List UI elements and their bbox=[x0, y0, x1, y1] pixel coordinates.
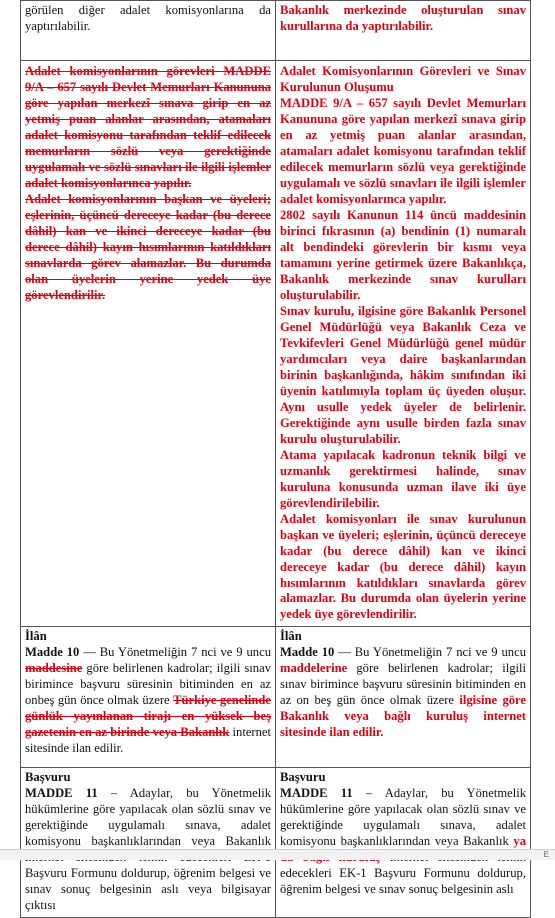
changed-text: maddelerine bbox=[280, 661, 348, 676]
changed-text: ya bbox=[513, 834, 526, 849]
deleted-text: Türkiye genelinde günlük yayınlanan tirajı en yüksek beş gazetenin en az birinde veya Bakanlık bbox=[25, 693, 271, 740]
article-paragraph bbox=[25, 645, 271, 757]
page-footer-bar bbox=[0, 849, 555, 860]
table-row bbox=[21, 768, 531, 918]
text-span: göre belirlenen kadrolar; ilgili sınav birimince başvuru süresinin bitiminden en az onbeş gün önce olmak üzere bbox=[25, 661, 271, 708]
deleted-paragraph: Adalet komisyonlarının görevleri MADDE 9/A – 657 sayılı Devlet Memurları Kanununa göre yapılan merkezî sınava girip en az yetmiş puan alanlar arasından, atamaları adalet komisyonu tarafından teklif edilecek memurların sözlü veya gerektiğinde uygulamalı ve sözlü sınavları ile ilgili işlemler adalet komisyonlarınca yapılır. bbox=[25, 64, 271, 190]
old-text-cell bbox=[21, 768, 276, 918]
new-text-cell bbox=[276, 627, 531, 768]
text-span: — Bu Yönetmeliğin 7 nci ve 9 uncu bbox=[79, 645, 271, 660]
new-paragraph: Bakanlık merkezinde oluşturulan sınav kurullarına da yaptırılabilir. bbox=[280, 3, 526, 33]
text-span: edecekleri EK-1 Başvuru Formunu doldurup, öğrenim belgesi ve sınav sonuç belgesinin aslı bbox=[280, 866, 526, 897]
new-paragraph: 2802 sayılı Kanunun 114 üncü maddesinin birinci fıkrasının (a) bendinin (1) numaralı alt bendindeki görevlerin bir kısmı veya tamamını yerine getirmek üzere Bakanlıkça, Bakanlık merkezinde sınav kurulları oluşturulabilir. bbox=[280, 207, 526, 302]
text-span: göre belirlenen kadrolar; ilgili sınav birimince başvuru süresinin bitiminden en az on beş gün önce olmak üzere bbox=[280, 661, 526, 708]
comparison-table bbox=[20, 0, 531, 918]
new-paragraph: Sınav kurulu, ilgisine göre Bakanlık Personel Genel Müdürlüğü veya Bakanlık Ceza ve Tevkifevleri Genel Müdürlüğü genel müdür yardımcıları veya daire başkanlarından birinin başkanlığında, hâkim sınıfından iki üyenin katılımıyla toplam üç üyeden oluşur. Aynı usulle yedek üyeler de belirlenir. Gerektiğinde aynı usulle birden fazla sınav kurulu oluşturulabilir. bbox=[280, 303, 526, 446]
old-text-cell bbox=[21, 627, 276, 768]
new-text-cell bbox=[276, 1, 531, 61]
article-number: Madde 10 bbox=[280, 645, 335, 660]
table-row bbox=[21, 1, 531, 61]
article-heading: İlân bbox=[280, 629, 302, 644]
article-heading: Başvuru bbox=[280, 770, 326, 785]
text-span: – Adaylar, bu Yönetmelik hükümlerine göre yapılacak olan sözlü sınav ve gerektiğinde uygulamalı sınava, adalet komisyonu başkanlıklarından veya Bakanlık Başvuru Formunu doldurup, öğrenim belgesi ve sınav sonuç belgesinin aslı veya bilgisayar çıktısı bbox=[25, 786, 271, 913]
article-paragraph bbox=[280, 645, 526, 741]
article-heading: İlân bbox=[25, 629, 47, 644]
table-row bbox=[21, 627, 531, 768]
article-number: MADDE 11 bbox=[280, 786, 353, 801]
deleted-text: maddesine bbox=[25, 661, 83, 676]
article-number: Madde 10 bbox=[25, 645, 80, 660]
old-paragraph: görülen diğer adalet komisyonlarına da yaptırılabilir. bbox=[25, 3, 271, 33]
article-heading: Başvuru bbox=[25, 770, 71, 785]
article-number: MADDE 11 bbox=[25, 786, 98, 801]
old-text-cell bbox=[21, 1, 276, 61]
new-paragraph: Adalet komisyonları ile sınav kurulunun başkan ve üyeleri; eşlerinin, üçüncü dereceye kadar (bu derece dâhil) kan ve ikinci dereceye kadar (bu derece dâhil) kayın hısımlarının katıldıkları sınavlarda görev alamazlar. Bu durumda olan üyelerin yerine yedek üye görevlendirilir. bbox=[280, 511, 526, 622]
article-heading: Adalet Komisyonlarının Görevleri ve Sınav Kurulunun Oluşumu bbox=[280, 64, 526, 94]
page-marker: E bbox=[543, 850, 549, 859]
table-row bbox=[21, 61, 531, 627]
changed-text: ilgisine göre Bakanlık veya bağlı kuruluş internet sitesinde ilan edilir. bbox=[280, 693, 526, 740]
deleted-paragraph: Adalet komisyonlarının başkan ve üyeleri; eşlerinin, üçüncü dereceye kadar (bu derece dâhil) kan ve ikinci dereceye kadar (bu derece dâhil) kayın hısımlarının katıldıkları sınavlarda görev alamazlar. Bu durumda olan üyelerin yerine yedek üye görevlendirilir. bbox=[25, 191, 271, 302]
old-text-cell bbox=[21, 61, 276, 627]
article-paragraph bbox=[280, 786, 526, 898]
new-text-cell bbox=[276, 768, 531, 918]
new-paragraph: MADDE 9/A – 657 sayılı Devlet Memurları Kanununa göre yapılan merkezî sınava girip en az yetmiş puan alanlar arasından, atamaları adalet komisyonu tarafından teklif edilecek memurların sözlü veya gerektiğinde uygulamalı ve sözlü sınavları ile ilgili işlemler adalet komisyonlarınca yapılır. bbox=[280, 95, 526, 206]
text-span: – Adaylar, bu Yönetmelik hükümlerine göre yapılacak olan sözlü sınav ve gerektiğinde uygulamalı sınava, adalet komisyonu başkanlıklarından veya Bakanlık bbox=[280, 786, 526, 849]
text-span: — Bu Yönetmeliğin 7 nci ve 9 uncu bbox=[334, 645, 526, 660]
new-paragraph: Atama yapılacak kadronun teknik bilgi ve uzmanlık gerektirmesi halinde, sınav kuruluna konusunda uzman ilave iki üye görevlendirilebilir. bbox=[280, 447, 526, 510]
new-text-cell bbox=[276, 61, 531, 627]
text-span: internet sitesinde ilan edilir. bbox=[25, 725, 271, 756]
